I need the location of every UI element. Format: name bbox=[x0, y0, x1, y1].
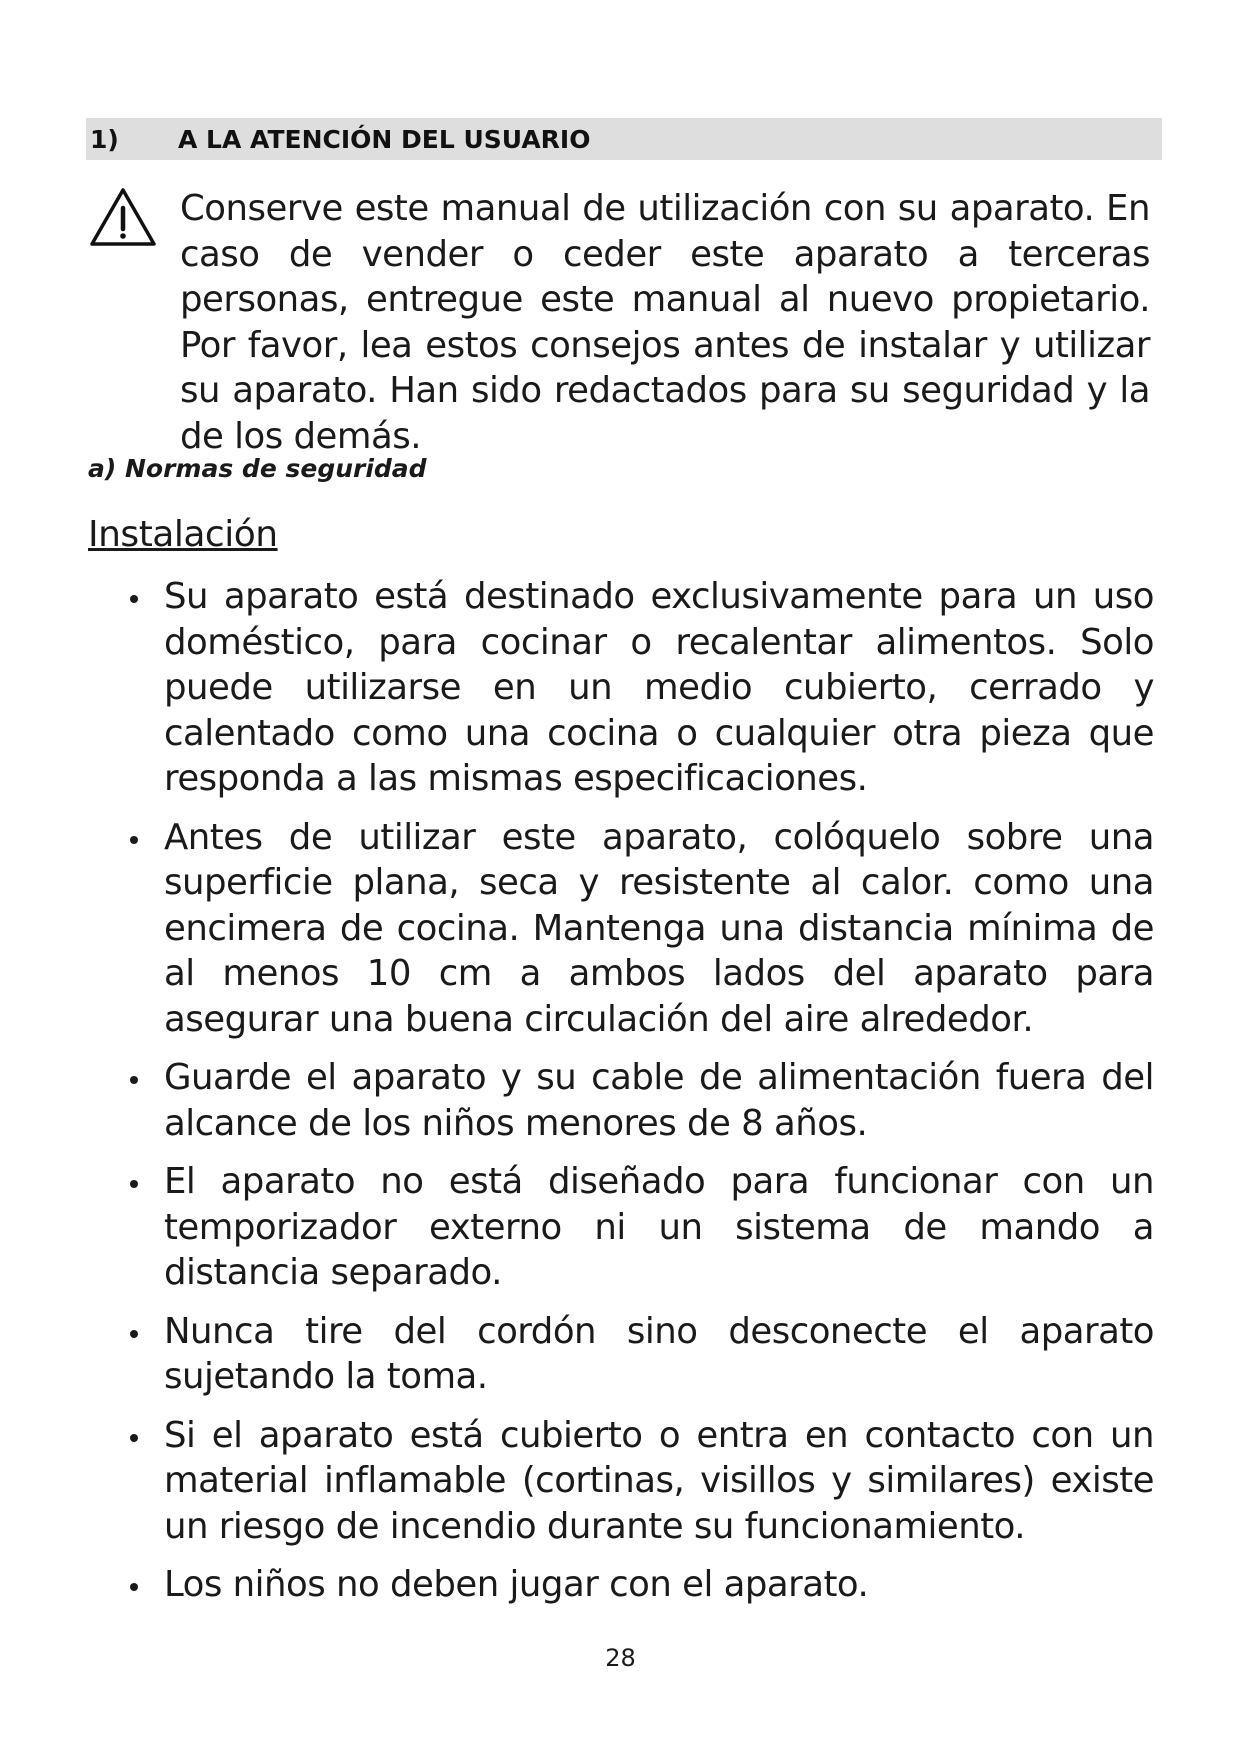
subsection-title: a) Normas de seguridad bbox=[88, 454, 427, 483]
list-item-text: Su aparato está destinado exclusivamente para un uso doméstico, para cocinar o recalentar alimentos. Solo puede utilizarse en un medio cubierto, cerrado y calentado como una cocina o cualquier otra pieza que responda a las mismas especificaciones. bbox=[164, 576, 1154, 799]
bullet-icon bbox=[130, 1180, 138, 1188]
section-number: 1) bbox=[90, 124, 119, 154]
section-title: A LA ATENCIÓN DEL USUARIO bbox=[178, 124, 591, 154]
installation-heading: Instalación bbox=[88, 514, 278, 555]
list-item-text: El aparato no está diseñado para funcionar con un temporizador externo ni un sistema de mando a distancia separado. bbox=[164, 1161, 1154, 1293]
bullet-icon bbox=[130, 1330, 138, 1338]
list-item-text: Nunca tire del cordón sino desconecte el aparato sujetando la toma. bbox=[164, 1310, 1154, 1397]
list-item bbox=[164, 815, 1154, 1043]
list-item-text: Los niños no deben jugar con el aparato. bbox=[164, 1564, 869, 1605]
list-item-text: Si el aparato está cubierto o entra en contacto con un material inflamable (cortinas, visillos y similares) existe un riesgo de incendio durante su funcionamiento. bbox=[164, 1414, 1154, 1547]
list-item-text: Guarde el aparato y su cable de alimentación fuera del alcance de los niños menores de 8 años. bbox=[164, 1057, 1154, 1144]
bullet-icon bbox=[130, 1583, 138, 1591]
bullet-icon bbox=[130, 595, 138, 603]
section-header bbox=[86, 118, 1162, 160]
list-item bbox=[164, 1309, 1154, 1400]
bullet-icon bbox=[130, 836, 138, 844]
warning-text: Conserve este manual de utilización con su aparato. En caso de vender o ceder este aparato a terceras personas, entregue este manual al nuevo propietario. Por favor, lea estos consejos antes de instalar y utilizar su aparato. Han sido redactados para su seguridad y la de los demás. bbox=[180, 188, 1150, 457]
list-item-text: Antes de utilizar este aparato, colóquelo sobre una superficie plana, seca y resistente al calor. como una encimera de cocina. Mantenga una distancia mínima de al menos 10 cm a ambos lados del aparato para asegurar una buena circulación del aire alrededor. bbox=[164, 816, 1154, 1040]
list-item bbox=[164, 574, 1154, 802]
list-item bbox=[164, 1413, 1154, 1550]
bullet-icon bbox=[130, 1434, 138, 1442]
list-item bbox=[164, 1562, 1154, 1608]
page-number: 28 bbox=[605, 1644, 636, 1672]
bullet-icon bbox=[130, 1076, 138, 1084]
warning-triangle-icon bbox=[88, 186, 158, 248]
list-item bbox=[164, 1055, 1154, 1146]
installation-list bbox=[0, 574, 1241, 1621]
list-item bbox=[164, 1159, 1154, 1296]
